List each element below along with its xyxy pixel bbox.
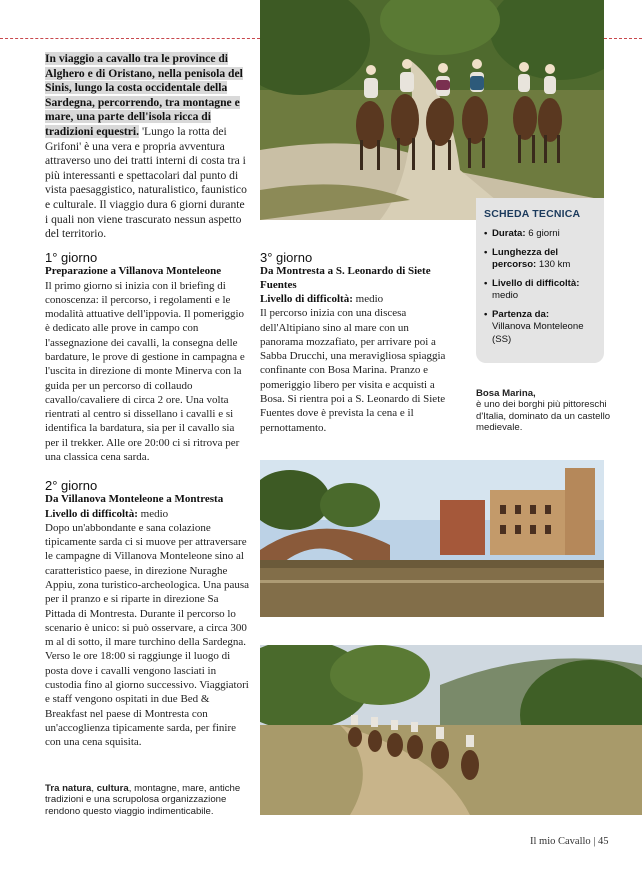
- bosa-caption: [476, 388, 616, 433]
- day1-subtitle: Preparazione a Villanova Monteleone: [45, 265, 222, 277]
- closing-bold-1: Tra natura: [45, 783, 92, 794]
- caption-bold: Bosa Marina,: [476, 388, 536, 399]
- page-number: 45: [598, 836, 609, 847]
- scheda-title: SCHEDA TECNICA: [484, 208, 581, 220]
- day3-heading: 3° giorno: [260, 250, 313, 265]
- photo-riders-trail: [260, 645, 642, 815]
- day3-section: [260, 250, 450, 435]
- day1-section: [45, 250, 250, 464]
- day1-heading: 1° giorno: [45, 250, 98, 265]
- day2-heading: 2° giorno: [45, 478, 98, 493]
- closing-bold-2: cultura: [96, 783, 129, 794]
- intro-lead: In viaggio a cavallo tra le province di Alghero e di Oristano, nella penisola del Sinis, lungo la costa occidentale della Sardegna, percorrendo, tra montagne e mare, una parte dell'isola ricca di tradizioni equestri.: [45, 52, 243, 138]
- day3-body: Il percorso inizia con una discesa dell'Altipiano sino al mare con un panorama mozzafiato, per arrivare poi a Sabba Drucchi, una meravigliosa spiaggia confinante con Bosa Marina. Pranzo e pomeriggio libero per visita e acquisti a Bosa. Si rientra poi a S. Leonardo di Siete Fuentes dove è prevista la cena e il pernottamento.: [260, 307, 446, 434]
- scheda-item-difficolta: • Livello di difficoltà: medio: [484, 278, 604, 303]
- closing-note: Tra natura, cultura, montagne, mare, antiche tradizioni e una scrupolosa organizzazione rendono questo viaggio indimenticabile.: [45, 783, 241, 817]
- caption-text: è uno dei borghi più pittoreschi d'Italia, dominato da un castello medievale.: [476, 399, 611, 433]
- scheda-tecnica-box: [476, 198, 604, 363]
- day3-difficulty-label: Livello di difficoltà:: [260, 293, 353, 305]
- scheda-item-partenza: • Partenza da: Villanova Monteleone (SS): [484, 309, 604, 347]
- magazine-name: Il mio Cavallo: [530, 836, 591, 847]
- day3-difficulty-value: medio: [355, 293, 384, 305]
- footer-separator: |: [593, 836, 596, 847]
- photo-riders-road: [260, 0, 604, 220]
- day2-section: [45, 478, 250, 750]
- top-divider-right: [604, 38, 642, 39]
- closing-text: montagne, mare, antiche tradizioni e una scrupolosa organizzazione rendono questo viaggio indimenticabile.: [45, 783, 241, 817]
- day1-body: Il primo giorno si inizia con il briefing di conoscenza: il percorso, i regolamenti e le modalità attuative dell'ippovia. Il pomeriggio è dedicato alle prove in campo con l'assegnazione dei cavalli, la consegna delle bardature, le prove di gestione in campagna e l'uscita in direzione di monte Minerva con la guida per un percorso di collaudo cavallo/cavaliere di circa 2 ore. Una volta rientrati al centro si dissellano i cavalli e si identifica la bardatura, sia per il cavallo sia per il trekker. Alle ore 20:00 ci si ritrova per una classica cena sarda.: [45, 279, 245, 464]
- day2-difficulty-label: Livello di difficoltà:: [45, 507, 138, 520]
- scheda-item-durata: • Durata: 6 giorni: [484, 228, 604, 241]
- photo-bosa-marina: [260, 460, 604, 617]
- day2-subtitle: Da Villanova Monteleone a Montresta: [45, 493, 224, 505]
- intro-body: 'Lungo la rotta dei Grifoni' è una vera e propria avventura attraverso uno dei tratti interni di costa tra i più interessanti e spettacolari dal punto di vista paesaggistico, naturalistico, faunistico e culturale. Il viaggio dura 6 giorni durante i quali non viene trascurato nessun aspetto del territorio.: [45, 124, 247, 241]
- day3-subtitle: Da Montresta a S. Leonardo di Siete Fuentes: [260, 265, 431, 291]
- intro-paragraph: [45, 52, 250, 242]
- day2-difficulty-value: medio: [140, 507, 169, 520]
- day2-body: Dopo un'abbondante e sana colazione tipicamente sarda ci si muove per attraversare le campagne di Villanova Monteleone sino al caratteristico paese, in direzione Nuraghe Appiu, zona turistico-archeologica. Una pausa per il pranzo e si riparte in direzione Sa Pittada di Montresta. Durante il percorso lo scenario è unico: si può osservare, a circa 300 m al di sotto, il mare turchino della Sardegna. Verso le ore 18:00 si raggiunge il luogo di posta dove i cavalli vengono lasciati in custodia fino al giorno successivo. Viaggiatori e staff vengono ospitati in due Bed & Breakfast nel paese di Montresta con un'accoglienza tipicamente sarda, per finire con una cena squisita.: [45, 521, 250, 749]
- page-footer: [530, 836, 609, 847]
- scheda-item-lunghezza: • Lunghezza del percorso: 130 km: [484, 247, 604, 272]
- top-divider-left: [0, 38, 260, 39]
- scheda-list: [476, 228, 604, 346]
